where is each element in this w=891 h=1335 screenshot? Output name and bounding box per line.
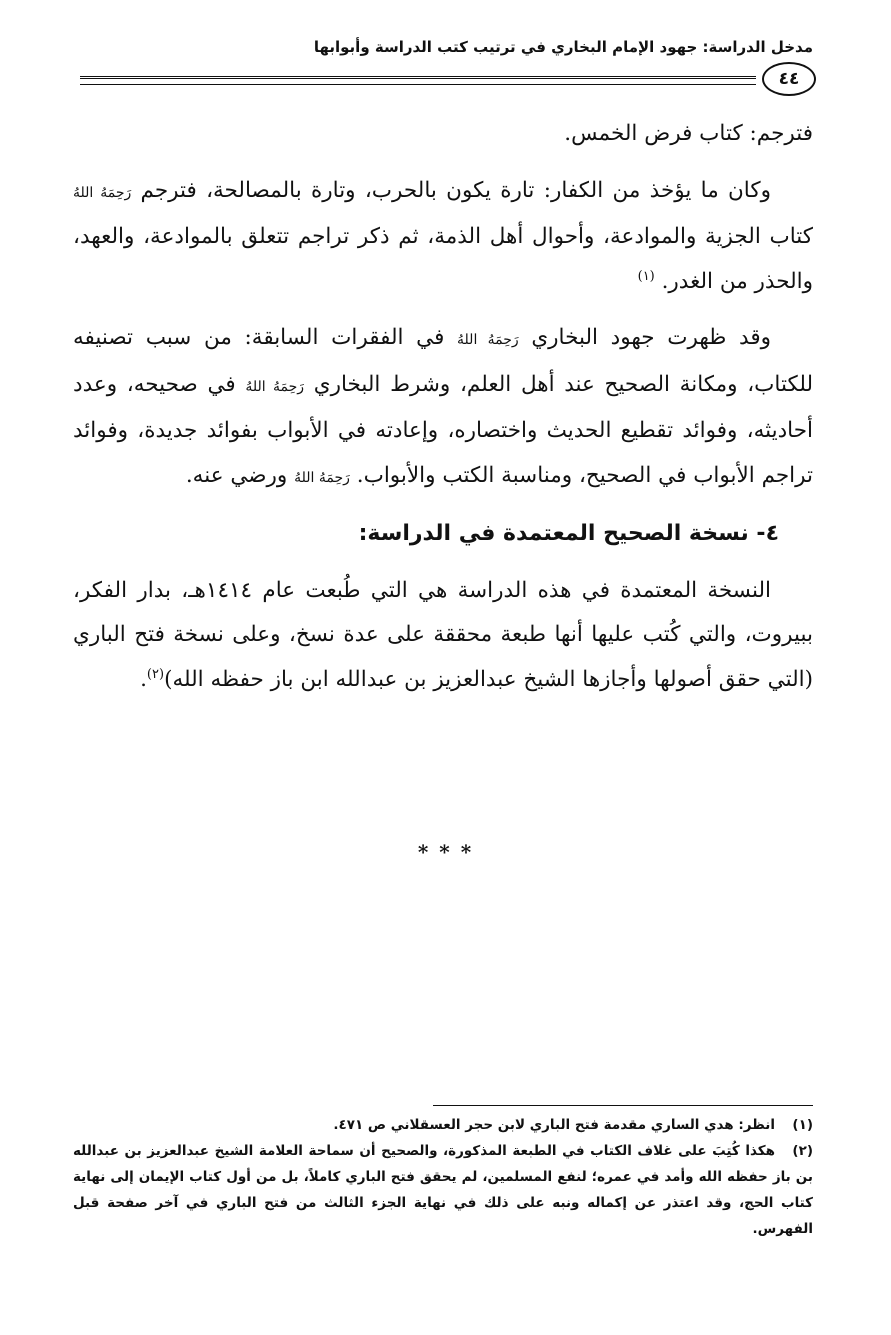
- section-heading: ٤- نسخة الصحيح المعتمدة في الدراسة:: [358, 521, 779, 546]
- paragraph-3-text-d: ورضي عنه.: [185, 462, 288, 488]
- paragraph-3-text-c: في صحيحه، وعدد أحاديثه، وفوائد تقطيع الحديث واختصاره، وإعادته في الأبواب بفوائد جديدة، وفوائد تراجم الأبواب في الصحيح، ومناسبة الكتب والأبواب.: [73, 371, 813, 488]
- paragraph-1: فترجم: كتاب فرض الخمس.: [564, 121, 813, 146]
- paragraph-4-text: النسخة المعتمدة في هذه الدراسة هي التي طُبعت عام ١٤١٤هـ، بدار الفكر، ببيروت، والتي كُتب عليها أنها طبعة محققة على عدة نسخ، وعلى نسخة فتح الباري (التي حقق أصولها وأجازها الشيخ عبدالعزيز بن عبدالله ابن باز حفظه الله): [73, 577, 813, 692]
- footnote-number: (١): [792, 1117, 813, 1133]
- main-text: [73, 112, 813, 714]
- footnote-ref-2[interactable]: (٢): [146, 666, 165, 682]
- section-separator: * * *: [417, 840, 474, 864]
- footnote-text: هكذا كُتِبَ على غلاف الكتاب في الطبعة المذكورة، والصحيح أن سماحة العلامة الشيخ عبدالعزيز بن عبدالله بن باز حفظه الله وأمد في عمره؛ لنفع المسلمين، لم يحقق فتح الباري كاملاً، بل من أول كتاب الإيمان إلى نهاية كتاب الحج، وقد اعتذر عن إكماله ونبه على ذلك في نهاية الجزء الثالث من فتح الباري في آخر صفحة قبل الفهرس.: [73, 1143, 813, 1237]
- page-number: ٤٤: [762, 62, 816, 96]
- header-rule-thin: [80, 84, 756, 85]
- honorific-mark: رَحِمَهُ اللهُ: [245, 378, 305, 395]
- honorific-mark: رَحِمَهُ اللهُ: [457, 332, 519, 348]
- paragraph-4: [73, 569, 813, 703]
- paragraph-2-text-b: كتاب الجزية والموادعة، وأحوال أهل الذمة، ثم ذكر تراجم تتعلق بالموادعة، والعهد، والحذر من الغدر.: [73, 224, 813, 294]
- paragraph-2-text-a: وكان ما يؤخذ من الكفار: تارة يكون بالحرب، وتارة بالمصالحة، فترجم: [140, 177, 771, 203]
- paragraph-2: [73, 169, 813, 305]
- footnote-1: [73, 1112, 813, 1138]
- paragraph-4-end: .: [140, 666, 147, 692]
- footnotes: [73, 1112, 813, 1242]
- honorific-mark: رَحِمَهُ اللهُ: [73, 184, 132, 201]
- footnote-2: [73, 1138, 813, 1242]
- honorific-mark: رَحِمَهُ اللهُ: [294, 469, 350, 486]
- paragraph-3: [73, 316, 813, 500]
- running-title: مدخل الدراسة: جهود الإمام البخاري في ترتيب كتب الدراسة وأبوابها: [313, 38, 813, 56]
- footnote-text: انظر: هدي الساري مقدمة فتح الباري لابن حجر العسقلاني ص ٤٧١.: [333, 1117, 775, 1133]
- footnote-number: (٢): [792, 1143, 813, 1159]
- paragraph-3-text-a: وقد ظهرت جهود البخاري: [531, 325, 771, 350]
- paragraph-3-text-b: في الفقرات السابقة: من سبب تصنيفه للكتاب، ومكانة الصحيح عند أهل العلم، وشرط البخاري: [73, 325, 813, 397]
- footnote-ref-1[interactable]: (١): [637, 268, 655, 284]
- footnote-rule: [433, 1105, 813, 1106]
- header-rule: [80, 76, 756, 79]
